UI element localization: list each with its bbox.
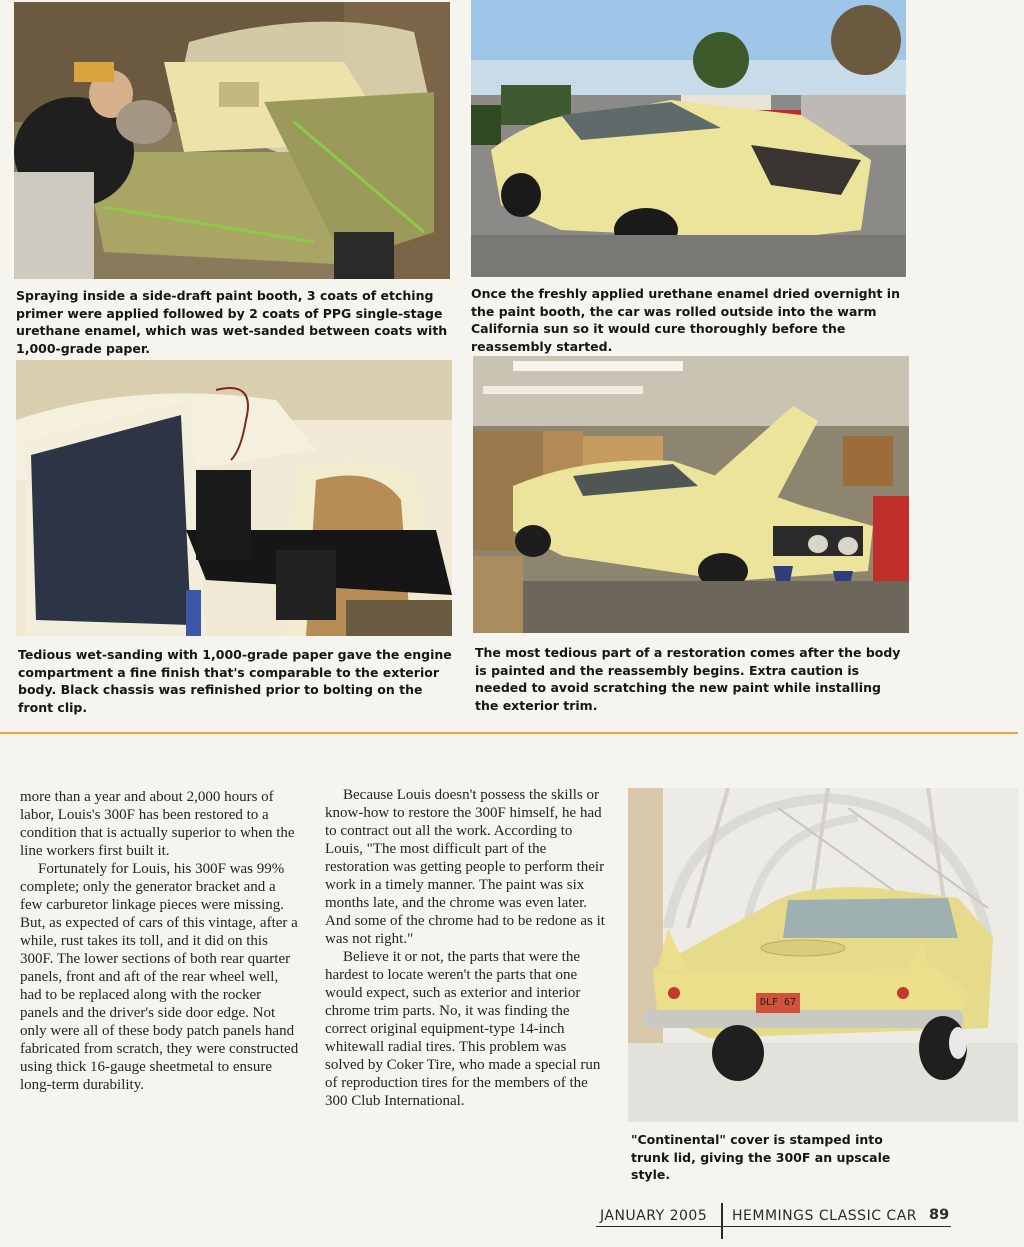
photo-primer-booth [14,2,450,279]
column2-paragraph-2: Believe it or not, the parts that were the hardest to locate weren't the parts that one would expect, such as exterior and interior chrome trim parts. No, it was finding the correct original equipment-type 14-inch whitewall radial tires. This problem was solved by Coker Tire, who made a special run of reproduction tires for the members of the 300 Club International. [325,949,601,1109]
section-divider-rule [0,732,1018,734]
caption-outside: Once the freshly applied urethane enamel dried overnight in the paint booth, the car was rolled outside into the warm California sun so it would cure thoroughly before the reassembly started. [471,286,900,354]
column1-paragraph-2: Fortunately for Louis, his 300F was 99% complete; only the generator bracket and a few carburetor linkage pieces were missing. But, as expected of cars of this vintage, after a while, rust takes its toll, and it did on this 300F. The lower sections of both rear quarter panels, front and aft of the rear wheel well, had to be replaced along with the rocker panels and the driver's side door edge. Not only were all of these body patch panels hand fabricated from scratch, they were constructed using thick 16-gauge sheetmetal to ensure long-term durability. [20,861,299,1093]
page-number: 89 [929,1207,950,1223]
column2-paragraph-1: Because Louis doesn't possess the skills or know-how to restore the 300F himself, he had to contract out all the work. According to Louis, "The most difficult part of the restoration was getting people to perform their work in a timely manner. The paint was six months late, and the chrome was even later. And some of the chrome had to be redone as it was not right." [325,787,605,947]
photo-outside-sun [471,0,906,277]
article-column-2 [325,786,607,1110]
page-footer [596,1203,956,1239]
article-column-1 [20,788,301,1094]
footer-issue-date: JANUARY 2005 [600,1208,708,1224]
photo-continental-trunk [628,788,1018,1122]
license-plate: DLF 67 [759,997,797,1008]
footer-underline [596,1226,951,1227]
caption-continental: "Continental" cover is stamped into trunk lid, giving the 300F an upscale style. [631,1132,891,1182]
photo-shop-reassembly [473,356,909,633]
footer-divider [721,1203,723,1239]
footer-magazine-name: HEMMINGS CLASSIC CAR [732,1208,917,1224]
column1-paragraph-1: more than a year and about 2,000 hours of labor, Louis's 300F has been restored to a condition that is actually superior to when the line workers first built it. [20,789,295,859]
caption-primer: Spraying inside a side-draft paint booth, 3 coats of etching primer were applied followed by 2 coats of PPG single-stage urethane enamel, which was wet-sanded between coats with 1,000-grade paper. [16,288,448,356]
photo-engine-compartment [16,360,452,636]
caption-reassembly: The most tedious part of a restoration comes after the body is painted and the reassembly begins. Extra caution is needed to avoid scratching the new paint while installing the exterior trim. [475,645,901,713]
caption-engine-bay: Tedious wet-sanding with 1,000-grade paper gave the engine compartment a fine finish that's comparable to the exterior body. Black chassis was refinished prior to bolting on the front clip. [18,647,452,715]
